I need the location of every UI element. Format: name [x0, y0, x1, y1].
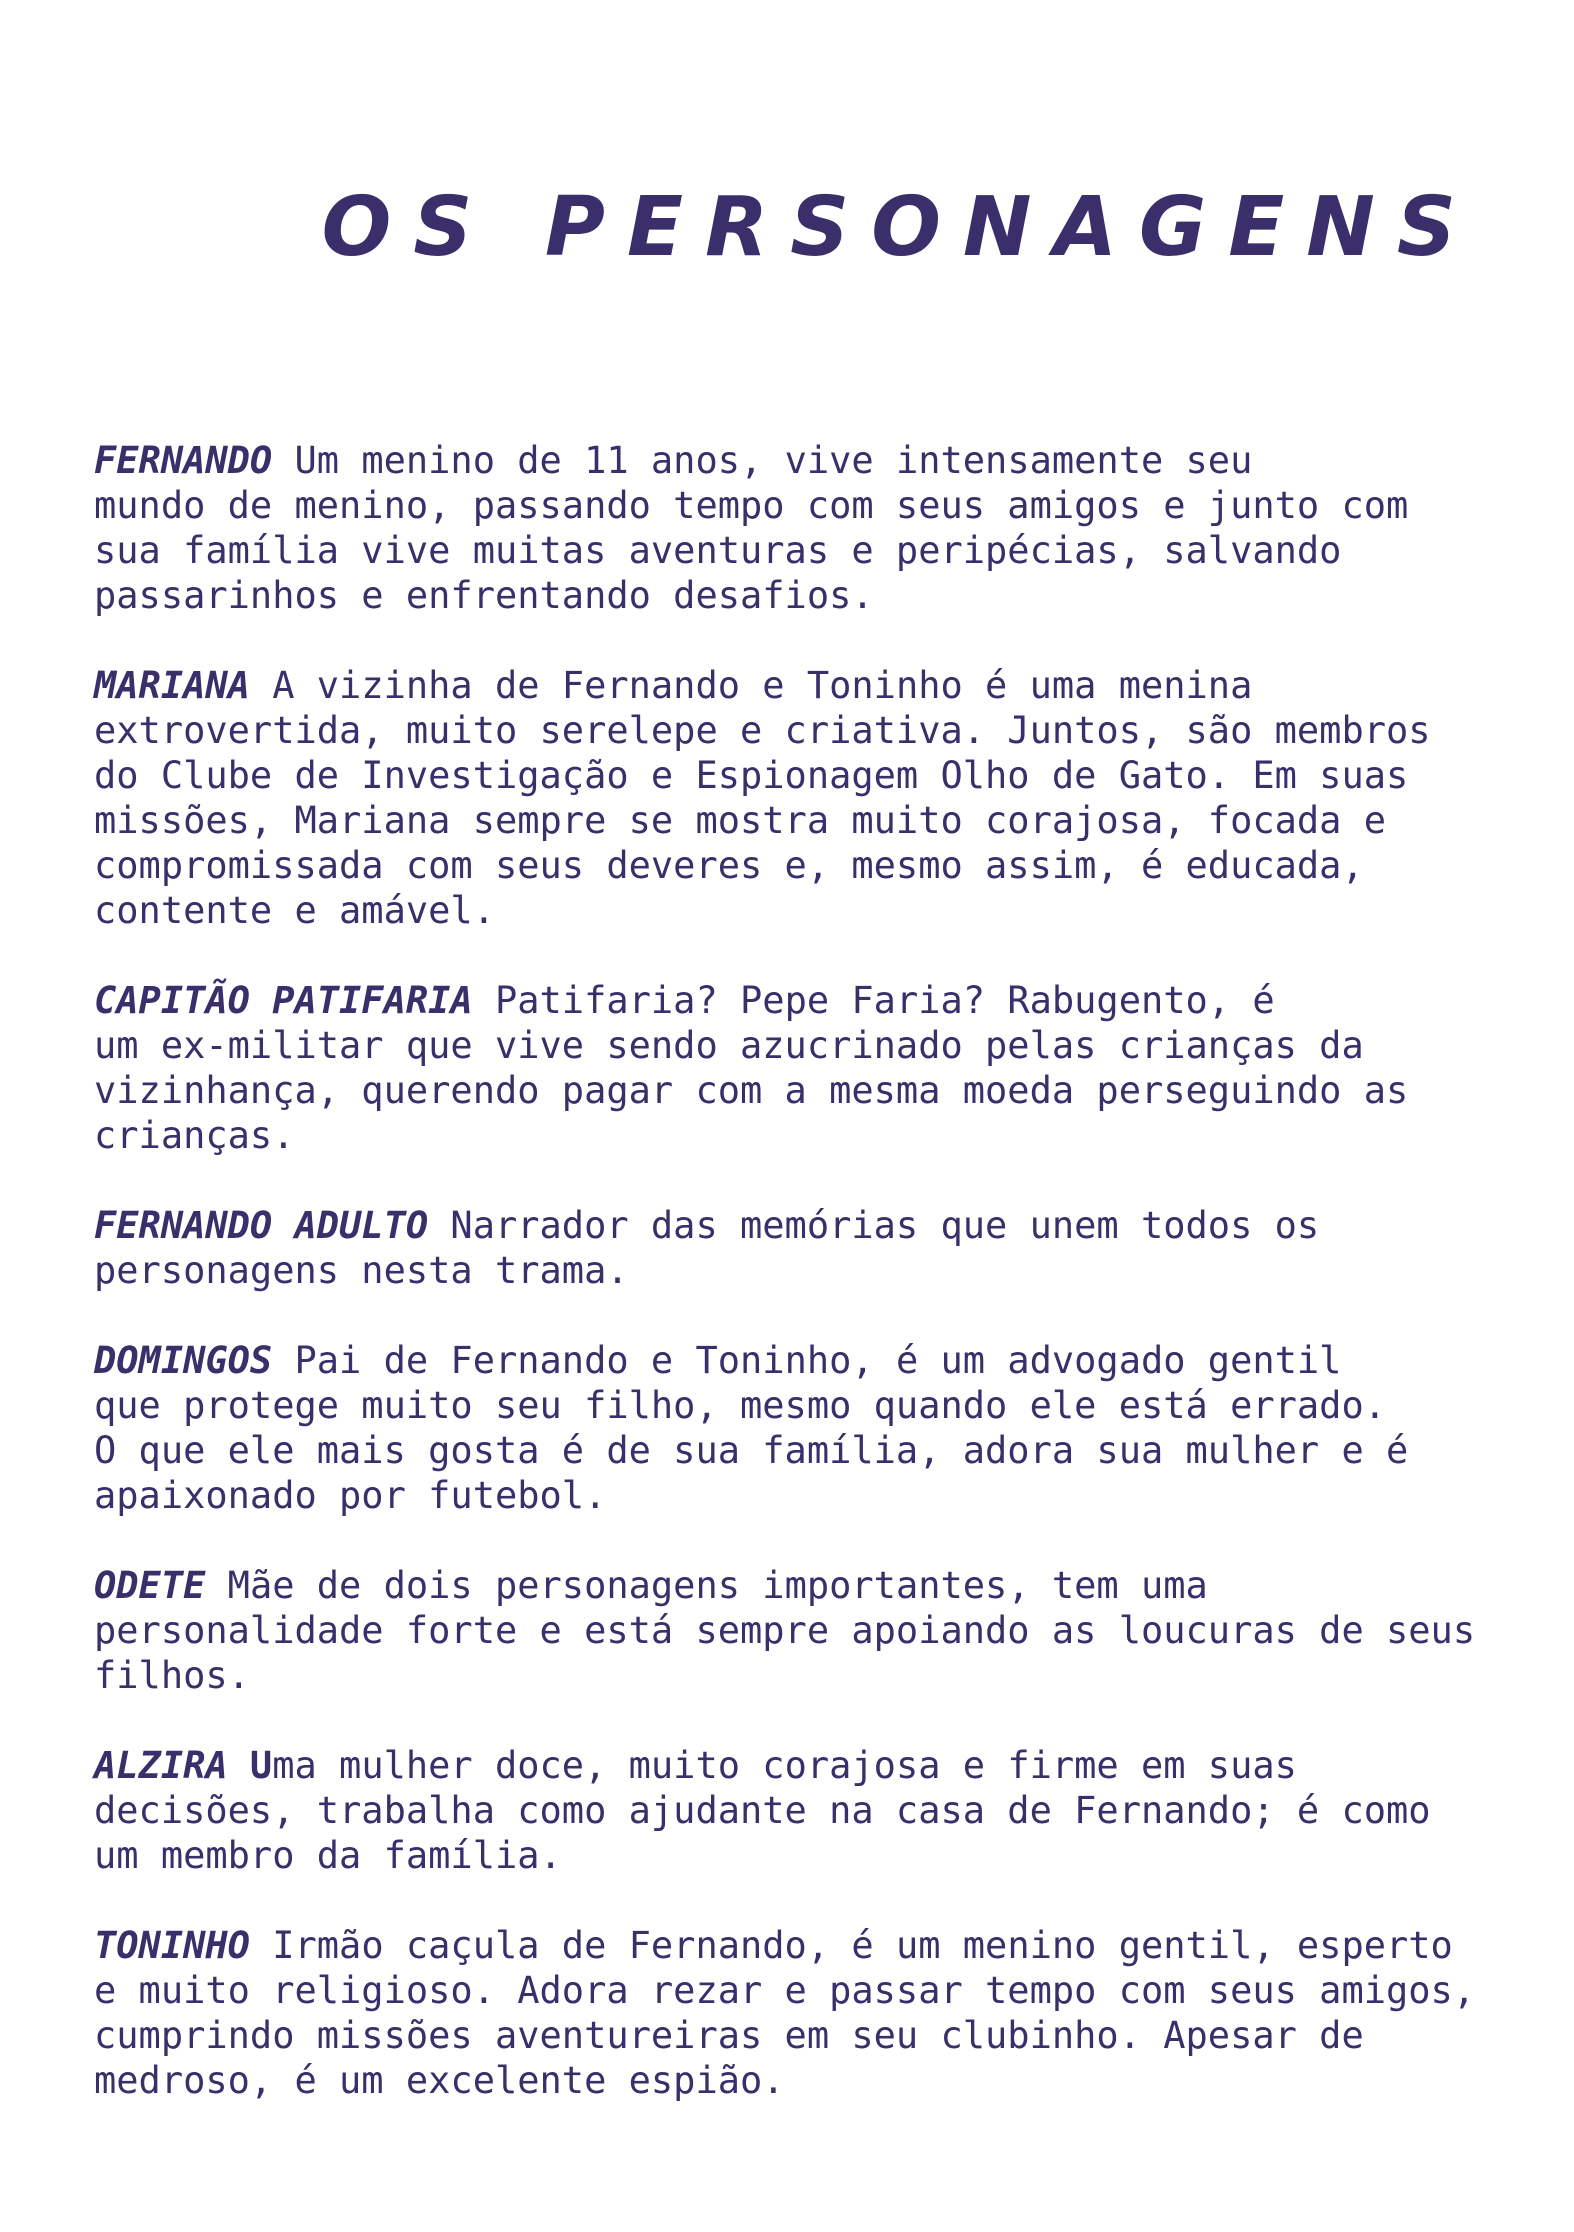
character-description: ma mulher doce, muito corajosa e firme em suas decisões, trabalha como ajudante na casa de Fernando; é como um membro da família.: [94, 1744, 1431, 1877]
character-name: ODETE: [94, 1564, 206, 1607]
character-entry-capitao-patifaria: [94, 978, 1534, 1158]
character-description: Um menino de 11 anos, vive intensamente seu mundo de menino, passando tempo com seus amigos e junto com sua família vive muitas aventuras e peripécias, salvando passarinhos e enfrentando desafios.: [94, 439, 1409, 617]
character-entry-mariana: [94, 663, 1534, 933]
character-name: DOMINGOS: [94, 1339, 273, 1382]
character-description: Patifaria? Pepe Faria? Rabugento, é um ex-militar que vive sendo azucrinado pelas crianças da vizinhança, querendo pagar com a mesma moeda perseguindo as crianças.: [94, 979, 1409, 1157]
page-title: OS PERSONAGENS: [321, 180, 1478, 275]
character-name: CAPITÃO PATIFARIA: [94, 979, 473, 1022]
character-description: A vizinha de Fernando e Toninho é uma menina extrovertida, muito serelepe e criativa. Juntos, são membros do Clube de Investigação e Espionagem Olho de Gato. Em suas missões, Mariana sempre se mostra muito corajosa, focada e compromissada com seus deveres e, mesmo assim, é educada, contente e amável.: [94, 664, 1431, 932]
character-name: ALZIRA: [94, 1744, 228, 1787]
character-description: Mãe de dois personagens importantes, tem uma personalidade forte e está sempre apoiando as loucuras de seus filhos.: [94, 1564, 1476, 1697]
character-list: [94, 438, 1534, 2148]
character-name: MARIANA: [94, 664, 250, 707]
character-entry-toninho: [94, 1923, 1534, 2103]
character-name: FERNANDO: [94, 439, 273, 482]
character-name: TONINHO: [94, 1924, 250, 1967]
character-entry-domingos: [94, 1338, 1534, 1518]
character-description: Irmão caçula de Fernando, é um menino gentil, esperto e muito religioso. Adora rezar e passar tempo com seus amigos, cumprindo missões aventureiras em seu clubinho. Apesar de medroso, é um excelente espião.: [94, 1924, 1476, 2102]
character-description-first-letter: U: [227, 1744, 273, 1787]
character-description: Pai de Fernando e Toninho, é um advogado gentil que protege muito seu filho, mesmo quando ele está errado. O que ele mais gosta é de sua família, adora sua mulher e é apaixonado por futebol.: [94, 1339, 1409, 1517]
character-description: Narrador das memórias que unem todos os personagens nesta trama.: [94, 1204, 1320, 1292]
character-entry-odete: [94, 1563, 1534, 1698]
character-name: FERNANDO ADULTO: [94, 1204, 429, 1247]
character-entry-fernando: [94, 438, 1534, 618]
character-entry-alzira: [94, 1743, 1534, 1878]
character-entry-fernando-adulto: [94, 1203, 1534, 1293]
